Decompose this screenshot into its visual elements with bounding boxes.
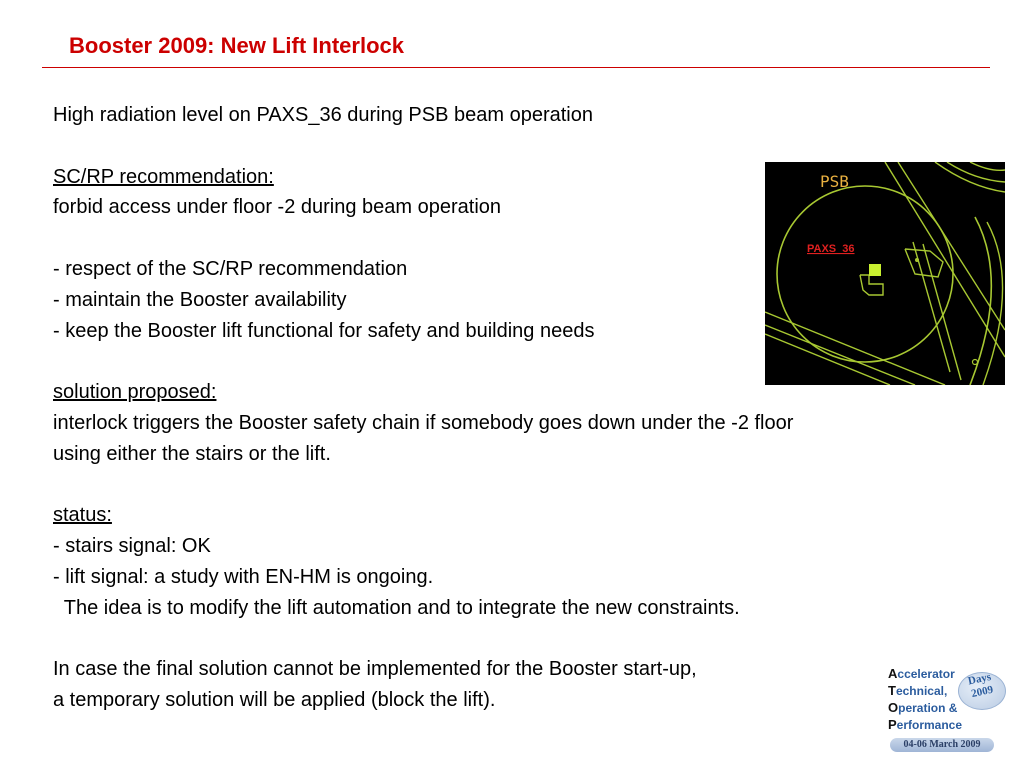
transfer-line [913,242,950,372]
bottom-band [765,334,890,385]
status-line: - lift signal: a study with EN-HM is ongoing. [53,565,434,588]
logo-line: Operation & [888,700,958,715]
solution-line: interlock triggers the Booster safety chain if somebody goes down under the -2 floor [53,411,794,434]
bullet-item: - keep the Booster lift functional for safety and building needs [53,319,595,342]
date-ribbon: 04-06 March 2009 [890,738,994,752]
paxs-label: PAXS_36 [807,243,855,255]
building-outline [860,275,883,295]
bottom-band [765,312,945,385]
psb-label: PSB [820,172,849,191]
wedge-outline [905,249,943,277]
psb-ring [777,186,953,362]
paxs-marker [869,264,881,276]
slide-title: Booster 2009: New Lift Interlock [69,33,404,58]
logo-line: Technical, [888,683,948,698]
closing-line: In case the final solution cannot be implemented for the Booster start-up, [53,658,697,681]
closing-line: a temporary solution will be applied (block the lift). [53,689,496,712]
map-dot [915,258,919,262]
map-dot [973,360,978,365]
rp-text: forbid access under floor -2 during beam operation [53,196,502,219]
status-line: - stairs signal: OK [53,535,211,558]
bullet-item: - maintain the Booster availability [53,288,347,311]
intro-line: High radiation level on PAXS_36 during PSB beam operation [53,104,593,126]
bullet-item: - respect of the SC/RP recommendation [53,257,408,280]
solution-line: using either the stairs or the lift. [53,442,331,465]
days-text: Days 2009 [966,670,995,701]
status-heading: status: [53,504,112,527]
title-divider [42,67,990,68]
arc-line [935,162,1005,192]
psb-area-map [765,162,1005,385]
bottom-band [765,325,915,385]
logo-line: Accelerator [888,666,955,681]
atop-days-logo [884,666,1010,754]
status-line: The idea is to modify the lift automation and to integrate the new constraints. [53,596,740,619]
rp-heading: SC/RP recommendation: [53,165,274,188]
logo-line: Performance [888,717,963,732]
arc-line [970,162,1005,170]
solution-heading: solution proposed: [53,381,217,404]
psb-map-drawing [765,162,1005,385]
